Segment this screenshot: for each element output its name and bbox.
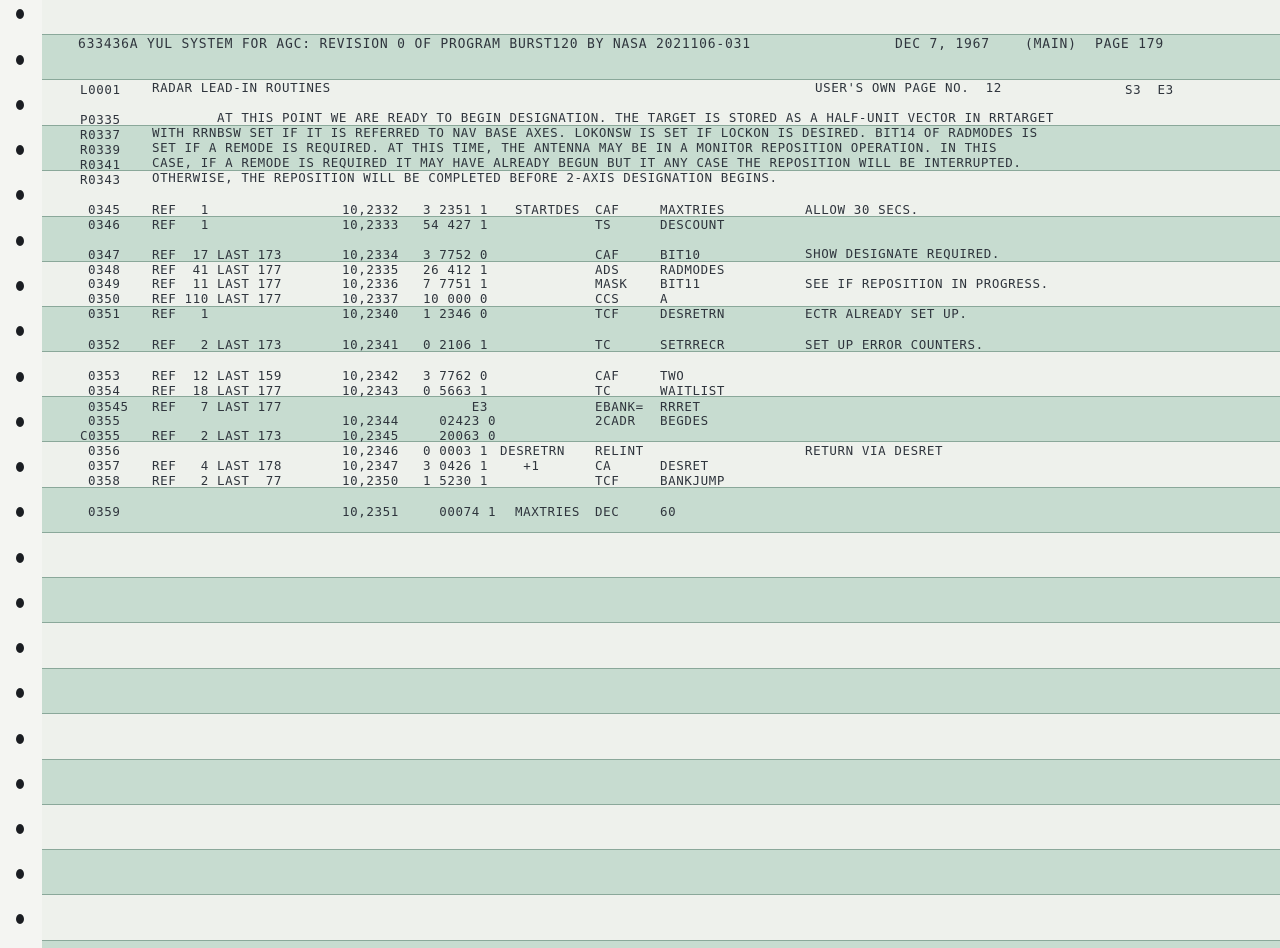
- octal-code: 3 0426 1: [423, 458, 489, 473]
- paper-rule: [42, 804, 1280, 805]
- operand: WAITLIST: [660, 383, 726, 398]
- opcode: CAF: [595, 202, 620, 217]
- row-comment: RETURN VIA DESRET: [805, 443, 944, 458]
- label: DESRETRN: [500, 443, 566, 458]
- opcode: RELINT: [595, 443, 644, 458]
- octal-code: 10 000 0: [423, 291, 489, 306]
- paper-rule: [42, 577, 1280, 578]
- comment-line-text: CASE, IF A REMODE IS REQUIRED IT MAY HAVE ALREADY BEGUN BUT IT ANY CASE THE REPOSITION WILL BE INTERRUPTED.: [152, 155, 1022, 170]
- paper-rule: [42, 940, 1280, 941]
- operand: TWO: [660, 368, 685, 383]
- line-number: 0350: [88, 291, 121, 306]
- operand: DESRETRN: [660, 306, 726, 321]
- octal-code: E3: [423, 399, 489, 414]
- line-number: 0351: [88, 306, 121, 321]
- line-number: 0348: [88, 262, 121, 277]
- ref-info: REF 2 LAST 173: [152, 337, 283, 352]
- comment-line-id: R0337: [80, 127, 121, 142]
- operand: BIT10: [660, 247, 701, 262]
- ref-info: REF 1: [152, 217, 209, 232]
- octal-code: 02423 0: [423, 413, 497, 428]
- address: 10,2337: [342, 291, 399, 306]
- opcode: ADS: [595, 262, 620, 277]
- punch-hole-icon: [16, 462, 24, 472]
- ref-info: REF 110 LAST 177: [152, 291, 283, 306]
- ref-info: REF 1: [152, 306, 209, 321]
- paper-rule: [42, 668, 1280, 669]
- line-number: 0358: [88, 473, 121, 488]
- row-comment: ALLOW 30 SECS.: [805, 202, 919, 217]
- opcode: CAF: [595, 368, 620, 383]
- paper-rule: [42, 849, 1280, 850]
- operand: 60: [660, 504, 677, 519]
- punch-hole-icon: [16, 598, 24, 608]
- operand: RADMODES: [660, 262, 726, 277]
- paper-band: [42, 759, 1280, 804]
- row-comment: SEE IF REPOSITION IN PROGRESS.: [805, 276, 1049, 291]
- page-number: PAGE 179: [1095, 37, 1165, 52]
- row-comment: SHOW DESIGNATE REQUIRED.: [805, 246, 1001, 261]
- ref-info: REF 41 LAST 177: [152, 262, 283, 277]
- address: 10,2347: [342, 458, 399, 473]
- label: STARTDES: [515, 202, 581, 217]
- octal-code: 0 5663 1: [423, 383, 489, 398]
- octal-code: 00074 1: [423, 504, 497, 519]
- paper-rule: [42, 759, 1280, 760]
- address: 10,2340: [342, 306, 399, 321]
- operand: RRRET: [660, 399, 701, 414]
- bank-codes: S3 E3: [1125, 82, 1174, 97]
- punch-hole-icon: [16, 869, 24, 879]
- operand: DESCOUNT: [660, 217, 726, 232]
- opcode: CAF: [595, 247, 620, 262]
- octal-code: 0 2106 1: [423, 337, 489, 352]
- opcode: 2CADR: [595, 413, 636, 428]
- operand: BANKJUMP: [660, 473, 726, 488]
- opcode: TS: [595, 217, 612, 232]
- paper-rule: [42, 713, 1280, 714]
- punch-hole-icon: [16, 507, 24, 517]
- punch-hole-icon: [16, 417, 24, 427]
- paper-rule: [42, 34, 1280, 35]
- paper-band: [42, 577, 1280, 622]
- octal-code: 20063 0: [423, 428, 497, 443]
- line-number: 0345: [88, 202, 121, 217]
- ref-info: REF 4 LAST 178: [152, 458, 283, 473]
- octal-code: 1 5230 1: [423, 473, 489, 488]
- octal-code: 26 412 1: [423, 262, 489, 277]
- comment-line-text: SET IF A REMODE IS REQUIRED. AT THIS TIME, THE ANTENNA MAY BE IN A MONITOR REPOSITION OPERATION. IN THIS: [152, 140, 998, 155]
- operand: BEGDES: [660, 413, 709, 428]
- punch-hole-icon: [16, 236, 24, 246]
- line-number: 0353: [88, 368, 121, 383]
- punch-hole-icon: [16, 55, 24, 65]
- punch-hole-icon: [16, 688, 24, 698]
- address: 10,2343: [342, 383, 399, 398]
- listing-date: DEC 7, 1967: [895, 37, 990, 52]
- opcode: EBANK=: [595, 399, 644, 414]
- ref-info: REF 17 LAST 173: [152, 247, 283, 262]
- comment-line-id: R0341: [80, 157, 121, 172]
- opcode: TCF: [595, 473, 620, 488]
- line-number: 03545: [88, 399, 129, 414]
- address: 10,2346: [342, 443, 399, 458]
- line-number: 0355: [88, 413, 121, 428]
- punch-hole-icon: [16, 145, 24, 155]
- log-number: L0001: [80, 82, 121, 97]
- line-number: 0359: [88, 504, 121, 519]
- punch-hole-icon: [16, 824, 24, 834]
- address: 10,2336: [342, 276, 399, 291]
- line-number: 0354: [88, 383, 121, 398]
- opcode: CCS: [595, 291, 620, 306]
- line-number: 0352: [88, 337, 121, 352]
- octal-code: 3 2351 1: [423, 202, 489, 217]
- paper-band: [42, 849, 1280, 894]
- address: 10,2350: [342, 473, 399, 488]
- line-number: 0356: [88, 443, 121, 458]
- octal-code: 7 7751 1: [423, 276, 489, 291]
- ref-info: REF 11 LAST 177: [152, 276, 283, 291]
- punch-hole-icon: [16, 372, 24, 382]
- octal-code: 1 2346 0: [423, 306, 489, 321]
- opcode: TCF: [595, 306, 620, 321]
- section-title: RADAR LEAD-IN ROUTINES: [152, 80, 331, 95]
- address: 10,2341: [342, 337, 399, 352]
- paper-band: [42, 940, 1280, 948]
- label: +1: [507, 458, 540, 473]
- operand: BIT11: [660, 276, 701, 291]
- punch-hole-icon: [16, 779, 24, 789]
- row-comment: SET UP ERROR COUNTERS.: [805, 337, 984, 352]
- octal-code: 3 7762 0: [423, 368, 489, 383]
- address: 10,2333: [342, 217, 399, 232]
- comment-line-id: P0335: [80, 112, 121, 127]
- line-number: 0347: [88, 247, 121, 262]
- comment-line-id: R0339: [80, 142, 121, 157]
- operand: MAXTRIES: [660, 202, 726, 217]
- listing-header-title: 633436A YUL SYSTEM FOR AGC: REVISION 0 OF PROGRAM BURST120 BY NASA 2021106-031: [78, 37, 751, 52]
- address: 10,2345: [342, 428, 399, 443]
- opcode: DEC: [595, 504, 620, 519]
- comment-line-text: AT THIS POINT WE ARE READY TO BEGIN DESIGNATION. THE TARGET IS STORED AS A HALF-UNIT VECTOR IN RRTARGET: [152, 110, 1054, 125]
- row-comment: ECTR ALREADY SET UP.: [805, 306, 968, 321]
- ref-info: REF 12 LAST 159: [152, 368, 283, 383]
- comment-line-text: WITH RRNBSW SET IF IT IS REFERRED TO NAV BASE AXES. LOKONSW IS SET IF LOCKON IS DESIRED. BIT14 OF RADMODES IS: [152, 125, 1038, 140]
- ref-info: REF 18 LAST 177: [152, 383, 283, 398]
- opcode: MASK: [595, 276, 628, 291]
- comment-line-text: OTHERWISE, THE REPOSITION WILL BE COMPLETED BEFORE 2-AXIS DESIGNATION BEGINS.: [152, 170, 778, 185]
- punch-hole-icon: [16, 914, 24, 924]
- opcode: TC: [595, 383, 612, 398]
- paper-rule: [42, 622, 1280, 623]
- octal-code: 54 427 1: [423, 217, 489, 232]
- punch-hole-icon: [16, 553, 24, 563]
- punch-hole-icon: [16, 643, 24, 653]
- label: MAXTRIES: [515, 504, 581, 519]
- line-number: 0346: [88, 217, 121, 232]
- address: 10,2335: [342, 262, 399, 277]
- line-number: C0355: [80, 428, 121, 443]
- punch-hole-icon: [16, 9, 24, 19]
- line-number: 0349: [88, 276, 121, 291]
- paper-rule: [42, 532, 1280, 533]
- octal-code: 3 7752 0: [423, 247, 489, 262]
- line-number: 0357: [88, 458, 121, 473]
- ref-info: REF 7 LAST 177: [152, 399, 283, 414]
- octal-code: 0 0003 1: [423, 443, 489, 458]
- operand: DESRET: [660, 458, 709, 473]
- paper-rule: [42, 894, 1280, 895]
- operand: A: [660, 291, 669, 306]
- address: 10,2334: [342, 247, 399, 262]
- ref-info: REF 2 LAST 173: [152, 428, 283, 443]
- tractor-feed-margin: [0, 0, 42, 948]
- listing-main-tag: (MAIN): [1025, 37, 1077, 52]
- ref-info: REF 1: [152, 202, 209, 217]
- address: 10,2344: [342, 413, 399, 428]
- users-own-page: USER'S OWN PAGE NO. 12: [815, 80, 1002, 95]
- punch-hole-icon: [16, 190, 24, 200]
- punch-hole-icon: [16, 326, 24, 336]
- operand: SETRRECR: [660, 337, 726, 352]
- address: 10,2351: [342, 504, 399, 519]
- punch-hole-icon: [16, 100, 24, 110]
- comment-line-id: R0343: [80, 172, 121, 187]
- address: 10,2332: [342, 202, 399, 217]
- ref-info: REF 2 LAST 77: [152, 473, 283, 488]
- punch-hole-icon: [16, 281, 24, 291]
- paper-band: [42, 668, 1280, 713]
- opcode: TC: [595, 337, 612, 352]
- opcode: CA: [595, 458, 612, 473]
- address: 10,2342: [342, 368, 399, 383]
- punch-hole-icon: [16, 734, 24, 744]
